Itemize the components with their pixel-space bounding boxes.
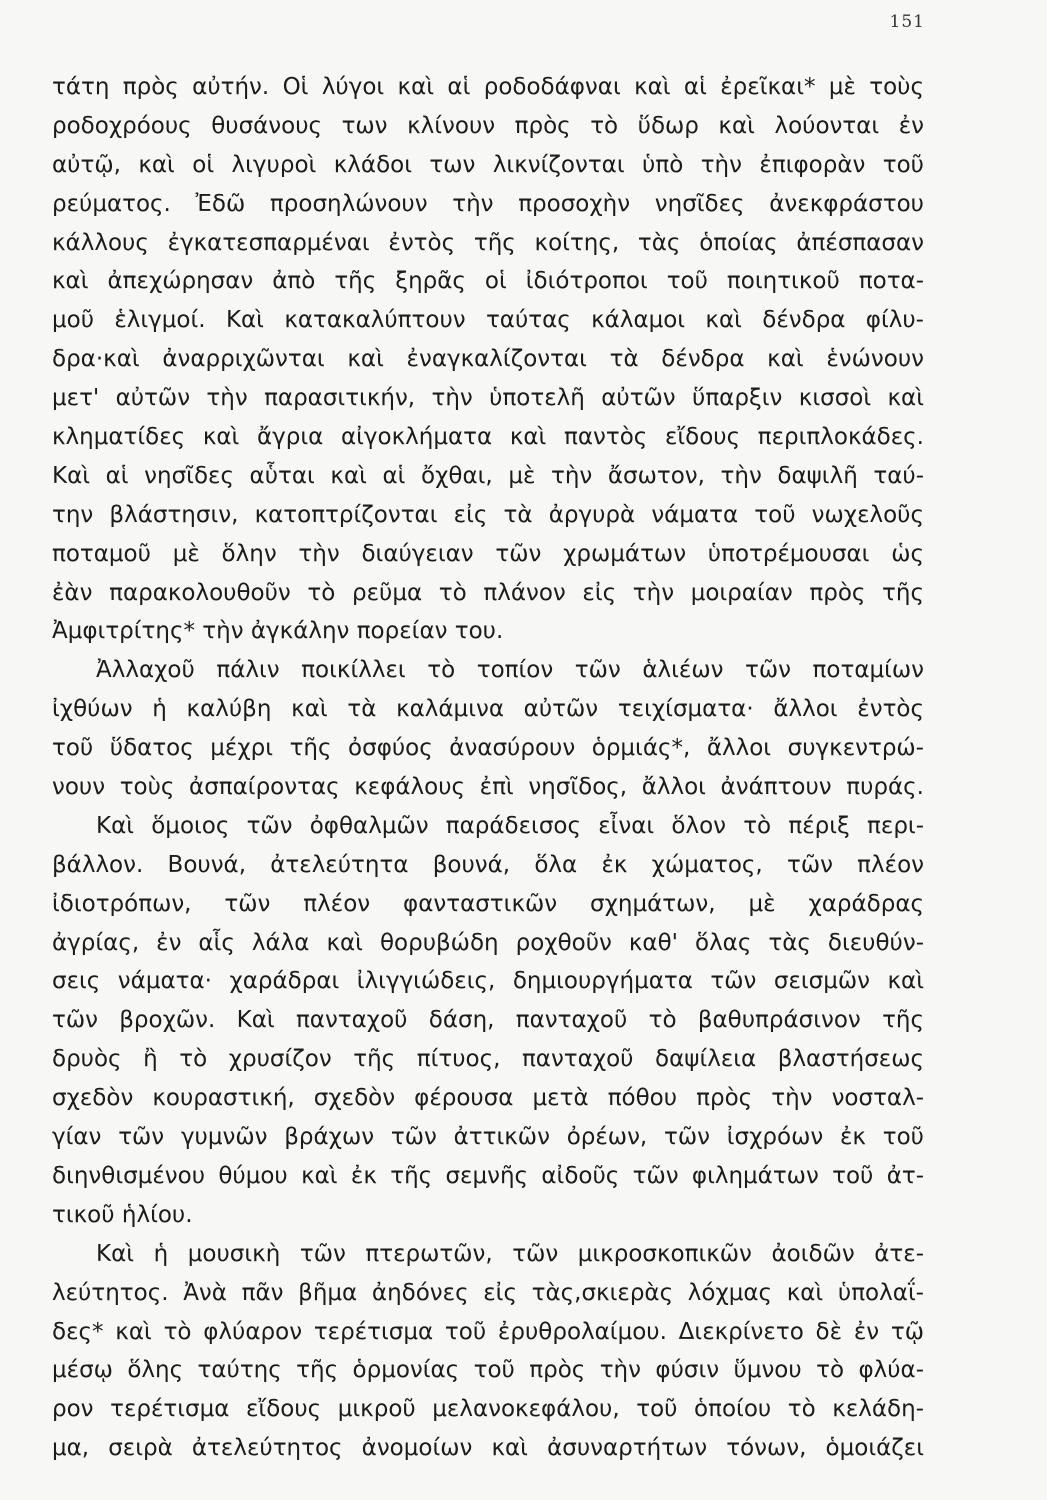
text-line: Καὶ ὅμοιος τῶν ὀφθαλμῶν παράδεισος εἶναι ὅλον τὸ πέριξ περι- [96, 812, 924, 839]
text-line: ἰδιοτρόπων, τῶν πλέον φανταστικῶν σχημάτων, μὲ χαράδρας [52, 890, 924, 917]
text-line: δες* καὶ τὸ φλύαρον τερέτισμα τοῦ ἐρυθρολαίμου. Διεκρίνετο δὲ ἐν τῷ [52, 1318, 924, 1345]
text-line: γίαν τῶν γυμνῶν βράχων τῶν ἀττικῶν ὀρέων, τῶν ἰσχρόων ἐκ τοῦ [52, 1124, 924, 1151]
text-line: μετ' αὐτῶν τὴν παρασιτικήν, τὴν ὑποτελῆ αὐτῶν ὕπαρξιν κισσοὶ καὶ [52, 385, 924, 412]
text-line: δρα·καὶ ἀναρριχῶνται καὶ ἐναγκαλίζονται τὰ δένδρα καὶ ἑνώνουν [52, 346, 924, 373]
text-line: ἀγρίας, ἐν αἷς λάλα καὶ θορυβώδη ροχθοῦν καθ' ὅλας τὰς διευθύν- [52, 929, 924, 956]
text-line: κάλλους ἐγκατεσπαρμέναι ἐντὸς τῆς κοίτης, τὰς ὁποίας ἀπέσπασαν [52, 229, 924, 256]
text-line: ἐὰν παρακολουθοῦν τὸ ρεῦμα τὸ πλάνον εἰς τὴν μοιραίαν πρὸς τῆς [52, 579, 924, 606]
body-text [52, 68, 924, 1468]
text-line: καὶ ἀπεχώρησαν ἀπὸ τῆς ξηρᾶς οἱ ἰδιότροποι τοῦ ποιητικοῦ ποτα- [52, 268, 924, 295]
text-line: μέσῳ ὅλης ταύτης τῆς ὁρμονίας τοῦ πρὸς τὴν φύσιν ὕμνου τὸ φλύα- [52, 1357, 924, 1384]
text-line: μοῦ ἑλιγμοί. Καὶ κατακαλύπτουν ταύτας κάλαμοι καὶ δένδρα φίλυ- [52, 307, 924, 334]
text-line: διηνθισμένου θύμου καὶ ἐκ τῆς σεμνῆς αἰδοῦς τῶν φιλημάτων τοῦ ἀτ- [52, 1162, 924, 1189]
text-line: Καὶ αἱ νησῖδες αὗται καὶ αἱ ὄχθαι, μὲ τὴν ἄσωτον, τὴν δαψιλῆ ταύ- [52, 462, 924, 489]
text-line: ἰχθύων ἡ καλύβη καὶ τὰ καλάμινα αὐτῶν τειχίσματα· ἄλλοι ἐντὸς [52, 696, 924, 723]
text-line: τικοῦ ἡλίου. [52, 1201, 193, 1228]
text-line: λεύτητος. Ἀνὰ πᾶν βῆμα ἀηδόνες εἰς τὰς,σκιερὰς λόχμας καὶ ὑπολαΐ- [52, 1279, 924, 1306]
text-line: τοῦ ὕδατος μέχρι τῆς ὀσφύος ἀνασύρουν ὁρμιάς*, ἄλλοι συγκεντρώ- [52, 735, 924, 762]
text-line: τῶν βροχῶν. Καὶ πανταχοῦ δάση, πανταχοῦ τὸ βαθυπράσινον τῆς [52, 1007, 924, 1034]
page-number: 151 [889, 12, 925, 32]
text-line: ρον τερέτισμα εἴδους μικροῦ μελανοκεφάλου, τοῦ ὁποίου τὸ κελάδη- [52, 1396, 924, 1423]
text-line: αὐτῷ, καὶ οἱ λιγυροὶ κλάδοι των λικνίζονται ὑπὸ τὴν ἐπιφορὰν τοῦ [52, 151, 924, 178]
text-line: βάλλον. Βουνά, ἀτελεύτητα βουνά, ὅλα ἐκ χώματος, τῶν πλέον [52, 851, 924, 878]
text-line: Ἀμφιτρίτης* τὴν ἀγκάλην πορείαν του. [52, 618, 504, 645]
text-line: ροδοχρόους θυσάνους των κλίνουν πρὸς τὸ ὕδωρ καὶ λούονται ἐν [52, 112, 924, 139]
text-line: Καὶ ἡ μουσικὴ τῶν πτερωτῶν, τῶν μικροσκοπικῶν ἀοιδῶν ἀτε- [96, 1240, 924, 1267]
text-line: την βλάστησιν, κατοπτρίζονται εἰς τὰ ἀργυρὰ νάματα τοῦ νωχελοῦς [52, 501, 924, 528]
text-line: τάτη πρὸς αὐτήν. Οἱ λύγοι καὶ αἱ ροδοδάφναι καὶ αἱ ἐρεῖκαι* μὲ τοὺς [52, 74, 924, 100]
text-line: δρυὸς ἢ τὸ χρυσίζον τῆς πίτυος, πανταχοῦ δαψίλεια βλαστήσεως [52, 1046, 924, 1073]
text-line: νουν τοὺς ἀσπαίροντας κεφάλους ἐπὶ νησῖδος, ἄλλοι ἀνάπτουν πυράς. [52, 774, 924, 801]
text-line: κληματίδες καὶ ἄγρια αἰγοκλήματα καὶ παντὸς εἴδους περιπλοκάδες. [52, 424, 924, 451]
text-line: ποταμοῦ μὲ ὅλην τὴν διαύγειαν τῶν χρωμάτων ὑποτρέμουσαι ὡς [52, 540, 924, 567]
text-line: σχεδὸν κουραστική, σχεδὸν φέρουσα μετὰ πόθου πρὸς τὴν νοσταλ- [52, 1085, 924, 1112]
text-line: Ἀλλαχοῦ πάλιν ποικίλλει τὸ τοπίον τῶν ἁλιέων τῶν ποταμίων [96, 657, 924, 684]
text-line: ρεύματος. Ἐδῶ προσηλώνουν τὴν προσοχὴν νησῖδες ἀνεκφράστου [52, 190, 924, 217]
text-line: μα, σειρὰ ἀτελεύτητος ἀνομοίων καὶ ἀσυναρτήτων τόνων, ὁμοιάζει [52, 1435, 924, 1462]
text-line: σεις νάματα· χαράδραι ἰλιγγιώδεις, δημιουργήματα τῶν σεισμῶν καὶ [52, 968, 924, 995]
